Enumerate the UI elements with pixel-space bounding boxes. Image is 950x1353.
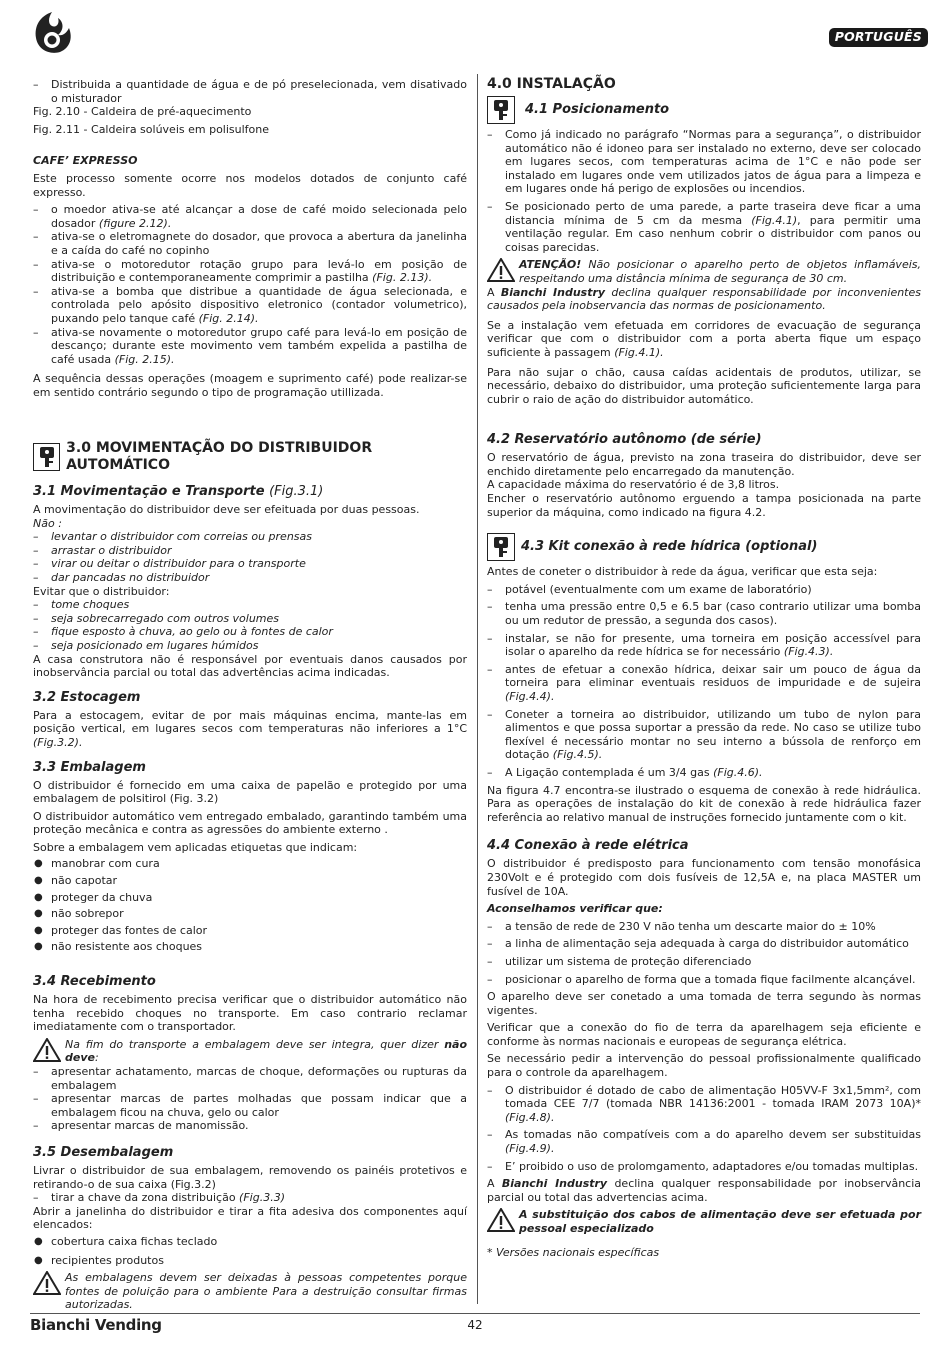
warning-note: As embalagens devem ser deixadas à pessoas competentes porque fontes de poluição para o ambiente Para a destruição consultar firmas autorizadas.	[33, 1271, 467, 1312]
list-item: – utilizar um sistema de proteção diferenciado	[487, 955, 921, 969]
list-item: – a tensão de rede de 230 V não tenha um descarte maior do ± 10%	[487, 920, 921, 934]
list-item: – ativa-se a bomba que distribue a quantidade de água selecionada, e controlada pelo apósito dispositivo eletronico (contador volumetrico), puxando pelo tanque café (Fig. 2.14).	[33, 285, 467, 326]
figure-caption: Fig. 2.11 - Caldeira solúveis em polisulfone	[33, 122, 270, 136]
list-item: – O distribuidor é dotado de cabo de alimentação H05VV-F 3x1,5mm², com tomada CEE 7/7 (tomada NBR 14136:2001 - tomada IRAM 2073 10A)* (Fig.4.8).	[487, 1084, 921, 1125]
paragraph: A Bianchi Industry declina qualquer responsabilidade por inconvenientes causados pela inobservancia das normas de posicionamento.	[487, 285, 921, 313]
list-item: – arrastar o distribuidor	[33, 544, 467, 558]
list-item: – o moedor ativa-se até alcançar a dose de café moido selecionada pelo dosador (figure 2.12).	[33, 203, 467, 230]
paragraph: A sequência dessas operações (moagem e suprimento café) pode realizar-se em sentido contrário segundo o tipo de programação utillizada.	[33, 372, 467, 399]
list-item: – instalar, se não for presente, uma torneira em posição accessível para isolar o aparelho da rede hídrica se for necessário (Fig.4.3).	[487, 632, 921, 659]
figure-caption: Fig. 2.10 - Caldeira de pré-aquecimento	[33, 105, 252, 119]
list-item: ● cobertura caixa fichas teclado	[33, 1235, 467, 1249]
list-item: – tenha uma pressão entre 0,5 e 6.5 bar (caso contrario utilizar uma bomba ou um redutor de pressão, a segunda dos casos).	[487, 600, 921, 627]
list-item: – antes de efetuar a conexão hídrica, deixar sair um pouco de água da torneira para eliminar eventuais residuos de impuridade e de sujeira (Fig.4.4).	[487, 663, 921, 704]
list-item: ● não resistente aos choques	[33, 940, 467, 954]
warning-icon	[33, 1038, 61, 1062]
list-item: – Coneter a torneira ao distribuidor, utilizando um tubo de nylon para alimentos e que possa suportar a pressão da rede. No caso se utilize tubo flexível é necessário montar no seu interno a bússola de renforço em dotação (Fig.4.5).	[487, 708, 921, 762]
list-item: – apresentar marcas de manomissão.	[33, 1119, 467, 1133]
paragraph: A capacidade máxima do reservatório é de 3,8 litros.	[487, 478, 780, 492]
list-item: – Como já indicado no parágrafo “Normas para a segurança”, o distribuidor automático não é idoneo para ser instalado no externo, deve ser colocado em lugares secos, com temperaturas acima de 1°C e não pode ser instalado em lugares onde vem utilizados jatos de água para a limpeza e em lugares onde há perigo de explosões ou incendios.	[487, 128, 921, 196]
subsection-title: 3.1 Movimentação e Transporte (Fig.3.1)	[33, 484, 324, 499]
warning-icon	[487, 1208, 515, 1232]
subsection-title: 4.3 Kit conexão à rede hídrica (optional)	[521, 539, 818, 555]
cafe-title: CAFE’ EXPRESSO	[33, 154, 138, 168]
paragraph: Sobre a embalagem vem aplicadas etiquetas que indicam:	[33, 840, 358, 854]
list-item: ● manobrar com cura	[33, 857, 467, 871]
paragraph: Não :	[33, 516, 62, 530]
subsection-title: 3.5 Desembalagem	[33, 1144, 174, 1160]
left-top-block	[33, 78, 467, 399]
list-item: ● proteger das fontes de calor	[33, 924, 467, 938]
footer-divider	[30, 1313, 920, 1314]
list-item: – Distribuida a quantidade de água e de pó preselecionada, vem disativado o misturador	[33, 78, 467, 105]
list-item: – posicionar o aparelho de forma que a tomada fique facilmente alcançável.	[487, 973, 921, 987]
paragraph: Abrir a janelinha do distribuidor e tirar a fita adesiva dos componentes aquí elencados:	[33, 1204, 467, 1232]
warning-icon	[487, 258, 515, 282]
key-icon	[487, 96, 515, 124]
brand-logo-text: Bianchi Vending	[30, 1316, 162, 1334]
paragraph: Encher o reservatório autônomo erguendo a tampa posicionada na parte superior da máquina, como indicado na figura 4.2.	[487, 492, 921, 519]
paragraph: Para não sujar o chão, causa caídas acidentais de produtos, utilizar, se necessário, debaixo do distribuidor, uma proteção suficientemente larga para cubrir o raio de ação do distribuidor automático.	[487, 365, 921, 406]
paragraph: Evitar que o distribuidor:	[33, 584, 170, 598]
paragraph: O aparelho deve ser conetado a uma tomada de terra segundo às normas vigentes.	[487, 990, 921, 1017]
paragraph: O distribuidor é predisposto para funcionamento com tensão monofásica 230Volt e é protegido com dois fusíveis de 12,5A e, na placa MASTER um fusível de 10A.	[487, 857, 921, 898]
paragraph: Este processo somente ocorre nos modelos dotados de conjunto café expresso.	[33, 171, 467, 199]
paragraph: Aconselhamos verificar que:	[487, 902, 663, 916]
subsection-title: 4.1 Posicionamento	[525, 102, 670, 117]
list-item: – seja posicionado em lugares húmidos	[33, 639, 467, 653]
paragraph: A casa construtora não é responsável por eventuais danos causados por inobservância parcial ou total das advertências acima indicadas.	[33, 652, 467, 680]
subsection-title: 3.2 Estocagem	[33, 689, 141, 705]
list-item: – Se posicionado perto de uma parede, a parte traseira deve ficar a uma distancia mínima de 5 cm da mesma (Fig.4.1), para permitir uma ventilação regular. Em caso nenhum cobrir o distribuidor com panos ou coisas parecidas.	[487, 200, 921, 254]
section-4	[487, 76, 921, 1259]
list-item: – tirar a chave da zona distribuição (Fig.3.3)	[33, 1191, 467, 1205]
subsection-title: 3.4 Recebimento	[33, 974, 156, 990]
list-item: – E’ proibido o uso de prolomgamento, adaptadores e/ou tomadas multiplas.	[487, 1160, 921, 1174]
subsection-title: 3.3 Embalagem	[33, 759, 146, 775]
list-item: – virar ou deitar o distribuidor para o transporte	[33, 557, 467, 571]
paragraph: Na figura 4.7 encontra-se ilustrado o esquema de conexão à rede hidráulica. Para as operações de instalação do kit de conexão à rede hidráulica fazer referência ao relativo manual de instruções fornecido juntamente com o kit.	[487, 783, 921, 824]
section-3	[33, 440, 467, 1312]
warning-note: ATENÇÃO! Não posicionar o aparelho perto de objetos inflamáveis, respeitando uma distância mínima de segurança de 30 cm.	[487, 258, 921, 285]
paragraph: Verificar que a conexão do fio de terra da aparelhagem seja eficiente e conforme às normas nacionais e europeas de segurança elétrica.	[487, 1021, 921, 1048]
subsection-title: 4.2 Reservatório autônomo (de série)	[487, 432, 762, 448]
warning-note: Na fim do transporte a embalagem deve ser integra, quer dizer não deve:	[33, 1038, 467, 1065]
list-item: – ativa-se o motoredutor rotação grupo para levá-lo em posição de distribuição e contemporaneamente comprimir a pastilha (Fig. 2.13).	[33, 258, 467, 285]
page-number: 42	[467, 1318, 483, 1332]
paragraph: Se necessário pedir a intervenção do pessoal profissionalmente qualificado para o controle da aparelhagem.	[487, 1052, 921, 1080]
paragraph: Para a estocagem, evitar de por mais máquinas encima, mante-las em posição vertical, em lugares secos com temperaturas não inferiores a 1°C (Fig.3.2).	[33, 708, 467, 749]
paragraph: A Bianchi Industry declina qualquer responsabilidade por inobservância parcial ou total das advertencias acima.	[487, 1177, 922, 1204]
language-badge: PORTUGUÊS	[829, 28, 928, 47]
paragraph: Se a instalação vem efetuada em corridores de evacuação de segurança verificar que com o distribuidor com a porta aberta fique um espaço suficiente à passagem (Fig.4.1).	[487, 318, 921, 359]
list-item: – ativa-se novamente o motoredutor grupo café para levá-lo em posição de descanço; durante este movimento vem também expelida a pastilha de café usada (Fig. 2.15).	[33, 326, 467, 367]
list-item: – levantar o distribuidor com correias ou prensas	[33, 530, 467, 544]
key-icon	[487, 533, 515, 561]
company-logo	[30, 8, 74, 56]
section-title: 3.0 MOVIMENTAÇÃO DO DISTRIBUIDOR AUTOMÁTICO	[66, 440, 373, 473]
paragraph: Livrar o distribuidor de sua embalagem, removendo os painéis protetivos e retirando-o de sua caixa (Fig.3.2)	[33, 1163, 467, 1191]
subsection-heading	[487, 96, 921, 124]
list-item: – potável (eventualmente com um exame de laboratório)	[487, 583, 921, 597]
warning-icon	[33, 1271, 61, 1295]
paragraph: O reservatório de água, previsto na zona traseira do distribuidor, deve ser enchido diretamente pelo encarregado da manutenção.	[487, 451, 921, 478]
list-item: – apresentar achatamento, marcas de choque, deformações ou rupturas da embalagem	[33, 1065, 467, 1092]
key-icon	[33, 443, 60, 471]
list-item: – dar pancadas no distribuidor	[33, 571, 467, 585]
list-item: – apresentar marcas de partes molhadas que possam indicar que a embalagem ficou na chuva, gelo ou calor	[33, 1092, 467, 1119]
warning-note: A substituição dos cabos de alimentação deve ser efetuada por pessoal especializado	[487, 1208, 921, 1235]
subsection-title: 4.4 Conexão à rede elétrica	[487, 838, 689, 854]
paragraph: Antes de coneter o distribuidor à rede da água, verificar que esta seja:	[487, 565, 878, 579]
section-title: 4.0 INSTALAÇÃO	[487, 76, 616, 92]
list-item: ● não capotar	[33, 874, 467, 888]
paragraph: O distribuidor é fornecido em uma caixa de papelão e protegido por uma embalagem de polsitirol (Fig. 3.2)	[33, 778, 467, 806]
list-item: ● recipientes produtos	[33, 1254, 467, 1268]
section-3-heading	[33, 440, 467, 474]
list-item: – A Ligação contemplada é um 3/4 gas (Fig.4.6).	[487, 766, 921, 780]
subsection-heading	[487, 533, 921, 561]
list-item: – seja sobrecarregado com outros volumes	[33, 612, 467, 626]
list-item: – a linha de alimentação seja adequada à carga do distribuidor automático	[487, 937, 921, 951]
list-item: – As tomadas não compatíveis com a do aparelho devem ser substituidas (Fig.4.9).	[487, 1128, 921, 1155]
column-divider	[477, 74, 478, 1304]
list-item: ● não sobrepor	[33, 907, 467, 921]
paragraph: A movimentação do distribuidor deve ser efeituada por duas pessoas.	[33, 503, 420, 516]
list-item: – fique esposto à chuva, ao gelo ou à fontes de calor	[33, 625, 467, 639]
list-item: – ativa-se o eletromagnete do dosador, que provoca a abertura da janelinha e a caída do café no copinho	[33, 230, 467, 257]
footnote: * Versões nacionais específicas	[487, 1245, 660, 1259]
list-item: – tome choques	[33, 598, 467, 612]
paragraph: O distribuidor automático vem entregado embalado, garantindo também uma proteção mecânica e contra as agressões do ambiente externo .	[33, 809, 467, 837]
list-item: ● proteger da chuva	[33, 891, 467, 905]
paragraph: Na hora de recebimento precisa verificar que o distribuidor automático não tenha recebido choques no transporte. Em caso contrario reclamar imediatamente com o transportador.	[33, 993, 467, 1034]
